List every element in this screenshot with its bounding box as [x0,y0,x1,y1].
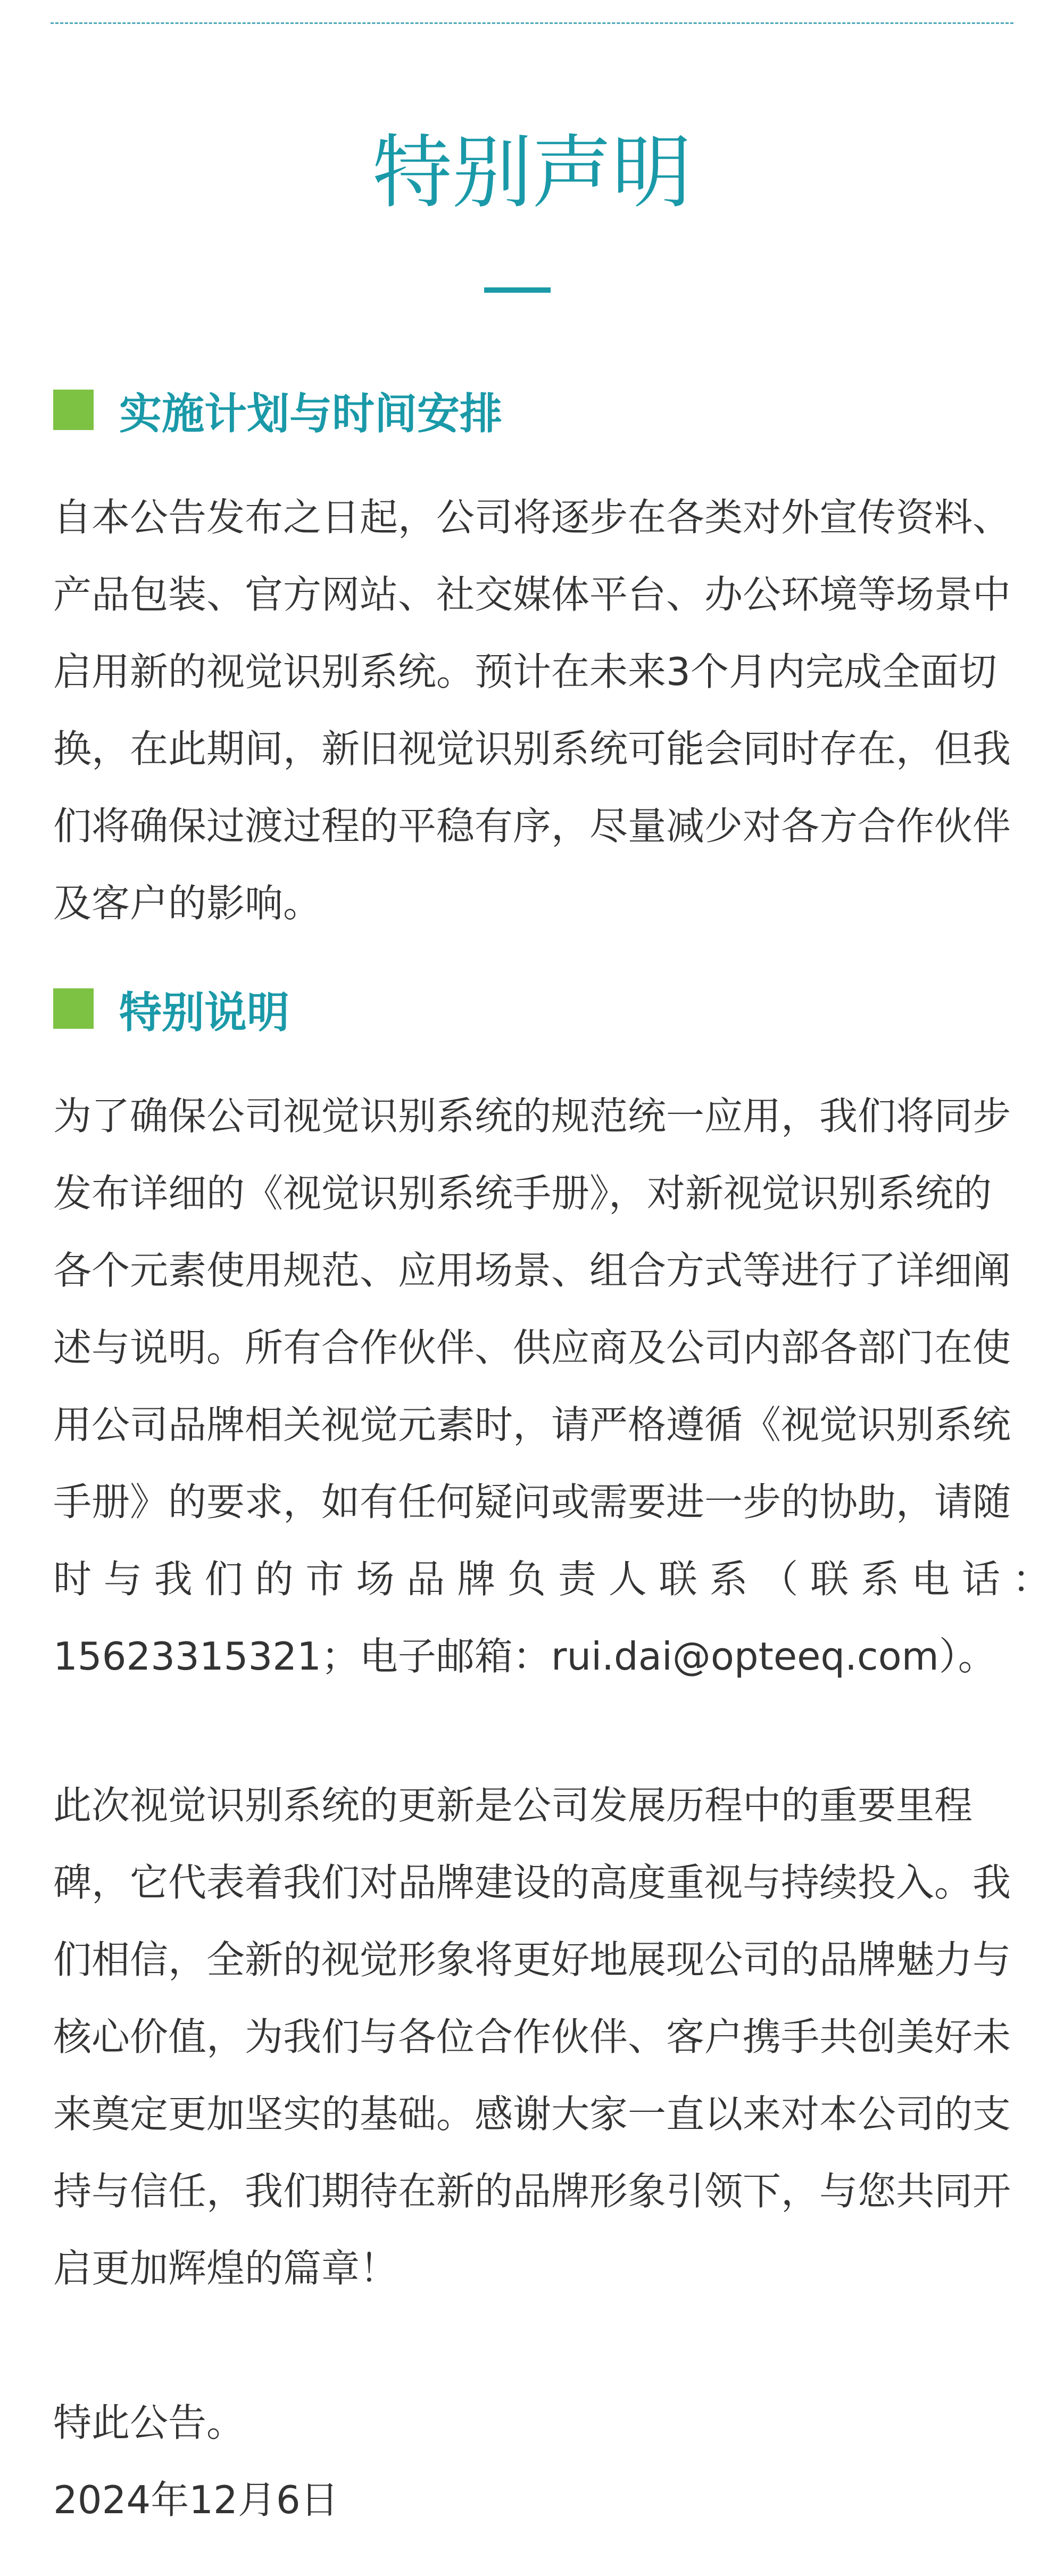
paragraph-line: 自本公告发布之日起，公司将逐步在各类对外宣传资料、 [53,495,1011,540]
paragraph-line: 们相信，全新的视觉形象将更好地展现公司的品牌魅力与 [53,1937,1011,1982]
section-title: 实施计划与时间安排 [119,389,502,439]
paragraph-line: 换，在此期间，新旧视觉识别系统可能会同时存在，但我 [53,726,1011,771]
paragraph-line: 用公司品牌相关视觉元素时，请严格遵循《视觉识别系统 [53,1402,1011,1447]
paragraph-line: 启更加辉煌的篇章！ [53,2246,398,2291]
closing-paragraph [53,1767,1021,2307]
announcement-date: 2024年12月6日 [53,2478,339,2522]
section-heading-special-notes [53,985,289,1037]
paragraph-line: 手册》的要求，如有任何疑问或需要进一步的协助，请随 [53,1480,1011,1524]
paragraph-line: 各个元素使用规范、应用场景、组合方式等进行了详细阐 [53,1248,1011,1293]
paragraph-line: 碑，它代表着我们对品牌建设的高度重视与持续投入。我 [53,1860,1011,1905]
title-underline [484,287,551,293]
section-paragraph-special-notes [53,1078,1051,1695]
paragraph-line: 持与信任，我们期待在新的品牌形象引领下，与您共同开 [53,2169,1011,2214]
paragraph-line: 此次视觉识别系统的更新是公司发展历程中的重要里程 [53,1783,973,1828]
paragraph-line: 时 与 我 们 的 市 场 品 牌 负 责 人 联 系 （ 联 系 电 话 ： [53,1557,1051,1601]
square-bullet-icon [53,390,94,430]
paragraph-line: 启用新的视觉识别系统。预计在未来3个月内完成全面切 [53,649,997,694]
paragraph-line: 为了确保公司视觉识别系统的规范统一应用，我们将同步 [53,1094,1011,1138]
section-title: 特别说明 [119,987,289,1037]
paragraph-line: 们将确保过渡过程的平稳有序，尽量减少对各方合作伙伴 [53,804,1011,848]
paragraph-line: 发布详细的《视觉识别系统手册》，对新视觉识别系统的 [53,1171,992,1216]
contact-line: 15623315321；电子邮箱：rui.dai@opteeq.com）。 [53,1634,996,1679]
page-title: 特别声明 [372,127,692,219]
square-bullet-icon [53,988,94,1029]
paragraph-line: 及客户的影响。 [53,881,322,926]
paragraph-line: 产品包装、官方网站、社交媒体平台、办公环境等场景中 [53,572,1011,617]
section-paragraph-implementation-plan [53,479,1021,942]
signoff-text: 特此公告。 [53,2400,245,2445]
section-heading-implementation-plan [53,386,502,439]
top-dashed-divider [51,22,1013,24]
paragraph-line: 核心价值，为我们与各位合作伙伴、客户携手共创美好未 [53,2014,1011,2059]
paragraph-line: 述与说明。所有合作伙伴、供应商及公司内部各部门在使 [53,1325,1011,1370]
paragraph-line: 来奠定更加坚实的基础。感谢大家一直以来对本公司的支 [53,2092,1011,2136]
